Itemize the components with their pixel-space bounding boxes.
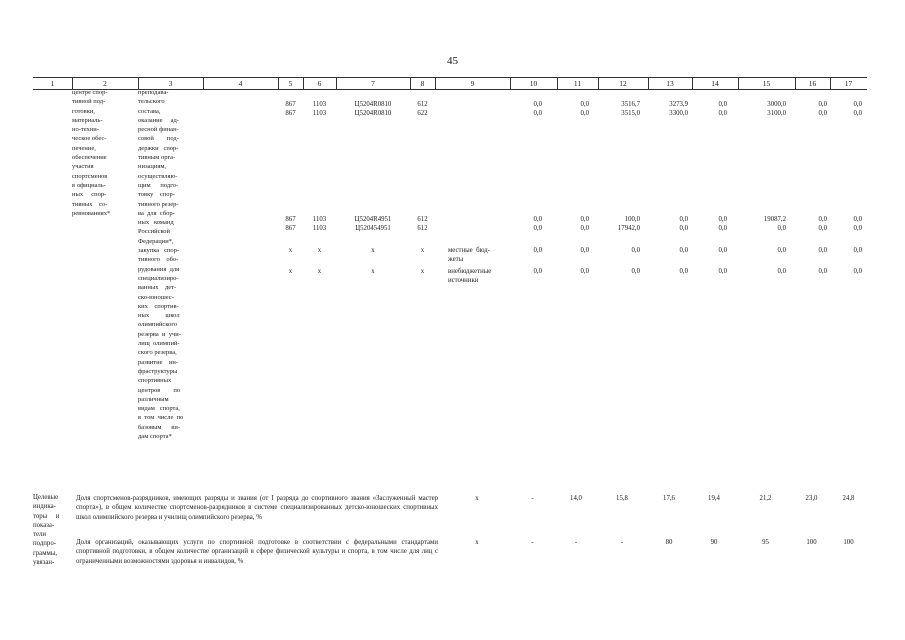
budget-cell-c10: 0,0 bbox=[533, 216, 542, 223]
budget-cell-c12: 0,0 bbox=[631, 268, 640, 275]
budget-cell-c14: 0,0 bbox=[718, 101, 727, 108]
budget-cell-c15: 0,0 bbox=[777, 247, 786, 254]
indicator-label: Целевые индика- торы и показа- тели подпро- граммы, увязан- bbox=[33, 494, 60, 567]
budget-cell-c5: 867 bbox=[285, 216, 296, 223]
budget-cell-c5: x bbox=[288, 247, 293, 254]
budget-cell-c6: 1103 bbox=[312, 216, 327, 223]
budget-cell-c7: x bbox=[371, 247, 375, 254]
header-col-12: 12 bbox=[619, 79, 627, 88]
budget-cell-c14: 0,0 bbox=[718, 216, 727, 223]
budget-cell-c15: 19087,2 bbox=[763, 216, 786, 223]
budget-cell-c16: 0,0 bbox=[818, 101, 827, 108]
indicator-value-c16: 23,0 bbox=[805, 495, 818, 502]
budget-cell-c17: 0,0 bbox=[853, 268, 862, 275]
budget-cell-c12: 17942,0 bbox=[617, 225, 640, 232]
indicator-value-c10: - bbox=[531, 495, 534, 502]
budget-cell-c10: 0,0 bbox=[533, 101, 542, 108]
header-divider bbox=[795, 78, 796, 89]
funding-source: местные бюд- жеты bbox=[448, 247, 491, 264]
indicator-value-c14: 90 bbox=[710, 539, 718, 546]
budget-cell-c11: 0,0 bbox=[580, 225, 589, 232]
budget-cell-c10: 0,0 bbox=[533, 247, 542, 254]
header-col-15: 15 bbox=[762, 79, 771, 88]
budget-cell-c17: 0,0 bbox=[853, 216, 862, 223]
header-col-17: 17 bbox=[844, 79, 853, 88]
budget-cell-c12: 100,0 bbox=[624, 216, 640, 223]
budget-cell-c12: 3515,0 bbox=[621, 110, 640, 117]
budget-cell-c13: 3273,9 bbox=[669, 101, 688, 108]
indicator-value-c15: 21,2 bbox=[759, 495, 772, 502]
budget-cell-c14: 0,0 bbox=[718, 110, 727, 117]
budget-cell-c10: 0,0 bbox=[533, 110, 542, 117]
budget-cell-c5: 867 bbox=[285, 110, 296, 117]
indicator-value-c10: - bbox=[531, 539, 534, 546]
budget-cell-c13: 0,0 bbox=[679, 268, 688, 275]
budget-cell-c16: 0,0 bbox=[818, 247, 827, 254]
header-divider bbox=[738, 78, 739, 89]
budget-cell-c14: 0,0 bbox=[718, 247, 727, 254]
budget-cell-c6: 1103 bbox=[312, 110, 327, 117]
budget-cell-c8: x bbox=[420, 268, 425, 275]
budget-cell-c11: 0,0 bbox=[580, 110, 589, 117]
header-col-8: 8 bbox=[420, 79, 425, 88]
budget-cell-c17: 0,0 bbox=[853, 247, 862, 254]
budget-cell-c16: 0,0 bbox=[818, 110, 827, 117]
budget-cell-c13: 3300,0 bbox=[669, 110, 688, 117]
header-divider bbox=[598, 78, 599, 89]
indicator-value-c14: 19,4 bbox=[708, 495, 720, 502]
budget-cell-c7: Ц5204R0810 bbox=[354, 110, 392, 117]
indicator-value-c17: 100 bbox=[843, 539, 854, 546]
budget-cell-c14: 0,0 bbox=[718, 268, 727, 275]
header-col-5: 5 bbox=[288, 79, 293, 88]
budget-cell-c13: 0,0 bbox=[679, 247, 688, 254]
header-col-2: 2 bbox=[103, 79, 107, 88]
header-col-6: 6 bbox=[317, 79, 322, 88]
budget-cell-c17: 0,0 bbox=[853, 110, 862, 117]
col2-description: центре спор- тивной под- готовки, материаль- но-техни- ческое обес- печение, обеспечение участия спортсменов в официаль- ных спор- тивных со- ревнованиях* bbox=[72, 89, 111, 217]
indicator-value-c11: - bbox=[574, 539, 578, 546]
header-col-1: 1 bbox=[50, 79, 55, 88]
header-divider bbox=[510, 78, 511, 89]
budget-cell-c13: 0,0 bbox=[679, 216, 688, 223]
header-col-10: 10 bbox=[529, 79, 538, 88]
header-divider bbox=[278, 78, 279, 89]
budget-cell-c14: 0,0 bbox=[718, 225, 727, 232]
budget-cell-c8: 612 bbox=[417, 216, 428, 223]
budget-cell-c11: 0,0 bbox=[580, 101, 589, 108]
budget-cell-c10: 0,0 bbox=[533, 268, 542, 275]
budget-cell-c8: 612 bbox=[417, 225, 428, 232]
budget-cell-c12: 3516,7 bbox=[621, 101, 640, 108]
indicator-value-c11: 14,0 bbox=[570, 495, 582, 502]
budget-cell-c6: 1103 bbox=[312, 225, 327, 232]
budget-cell-c6: 1103 bbox=[312, 101, 327, 108]
header-col-13: 13 bbox=[666, 79, 674, 88]
budget-cell-c16: 0,0 bbox=[818, 268, 827, 275]
indicator-value-c13: 17,6 bbox=[663, 495, 675, 502]
indicator-value-c12: - bbox=[620, 539, 624, 546]
budget-cell-c7: Ц5204R4951 bbox=[354, 216, 392, 223]
budget-cell-c15: 3100,0 bbox=[767, 110, 786, 117]
header-divider bbox=[303, 78, 304, 89]
budget-cell-c15: 0,0 bbox=[777, 225, 786, 232]
header-divider bbox=[830, 78, 831, 89]
indicator-value-c13: 80 bbox=[665, 539, 673, 546]
budget-cell-c5: 867 bbox=[285, 101, 296, 108]
budget-cell-c17: 0,0 bbox=[853, 101, 862, 108]
indicator-value-c16: 100 bbox=[806, 539, 817, 546]
budget-cell-c7: x bbox=[371, 268, 375, 275]
indicator-value-c9: x bbox=[475, 539, 479, 546]
budget-cell-c16: 0,0 bbox=[818, 225, 827, 232]
budget-cell-c16: 0,0 bbox=[818, 216, 827, 223]
header-divider bbox=[410, 78, 411, 89]
budget-cell-c11: 0,0 bbox=[580, 247, 589, 254]
indicator-text: Доля организаций, оказывающих услуги по спортивной подготовке в соответствии с федеральными стандартами спортивной подготовки, в общем количестве организаций в сфере физической культуры и спорта, в том числе для лиц с ограниченными возможностями здоровья и инвалидов, % bbox=[76, 539, 438, 565]
budget-cell-c17: 0,0 bbox=[853, 225, 862, 232]
header-col-3: 3 bbox=[168, 79, 173, 88]
indicator-text: Доля спортсменов-разрядников, имеющих разряды и звания (от I разряда до спортивного звания «Заслуженный мастер спорта»), в общем количестве спортсменов-разрядников в системе специализированных детско-юношеских спортивных школ олимпийского резерва и училищ олимпийского резерва, % bbox=[76, 495, 438, 521]
budget-cell-c10: 0,0 bbox=[533, 225, 542, 232]
budget-cell-c5: 867 bbox=[285, 225, 296, 232]
budget-cell-c8: x bbox=[420, 247, 425, 254]
budget-cell-c6: x bbox=[317, 268, 322, 275]
budget-cell-c8: 612 bbox=[417, 101, 428, 108]
budget-cell-c13: 0,0 bbox=[679, 225, 688, 232]
page-number: 45 bbox=[447, 55, 458, 67]
budget-cell-c15: 3000,0 bbox=[767, 101, 786, 108]
header-col-11: 11 bbox=[573, 79, 582, 88]
header-divider bbox=[435, 78, 436, 89]
budget-cell-c5: x bbox=[288, 268, 293, 275]
header-divider bbox=[648, 78, 649, 89]
indicator-value-c15: 95 bbox=[762, 539, 769, 546]
indicator-value-c9: x bbox=[475, 495, 479, 502]
budget-cell-c7: Ц520454951 bbox=[355, 225, 391, 232]
header-col-9: 9 bbox=[470, 79, 475, 88]
budget-cell-c7: Ц5204R0810 bbox=[354, 101, 392, 108]
header-col-4: 4 bbox=[238, 79, 243, 88]
header-divider bbox=[336, 78, 337, 89]
budget-cell-c11: 0,0 bbox=[580, 268, 589, 275]
header-col-14: 14 bbox=[711, 79, 719, 88]
header-divider bbox=[692, 78, 693, 89]
funding-source: внебюджетные источники bbox=[448, 268, 492, 285]
indicator-value-c12: 15,8 bbox=[616, 495, 628, 502]
budget-cell-c15: 0,0 bbox=[777, 268, 786, 275]
header-col-16: 16 bbox=[808, 79, 817, 88]
budget-cell-c6: x bbox=[317, 247, 322, 254]
header-divider bbox=[557, 78, 558, 89]
indicator-value-c17: 24,8 bbox=[842, 495, 855, 502]
budget-cell-c8: 622 bbox=[417, 110, 428, 117]
budget-cell-c12: 0,0 bbox=[631, 247, 640, 254]
col3-description: преподава- тельского состава, оказание ад- ресной финан- совой под- держки спор- тивным орга- низациям, осуществляю- щим подго- товку спор- тивного резер- ва для сбор- ных команд Российской Федерации*, закупка спор- тивного обо- рудования для специализиро- ванных дет- ско-юношес- ких спортив- ных школ олимпийского резерва и учи- лищ олимпий- ского резерва, развитие ин- фраструктуры спортивных центров по различным видам спорта, в том числе по базовым ви- дам спорта* bbox=[138, 89, 184, 440]
header-col-7: 7 bbox=[371, 79, 375, 88]
header-divider bbox=[203, 78, 204, 89]
budget-cell-c11: 0,0 bbox=[580, 216, 589, 223]
